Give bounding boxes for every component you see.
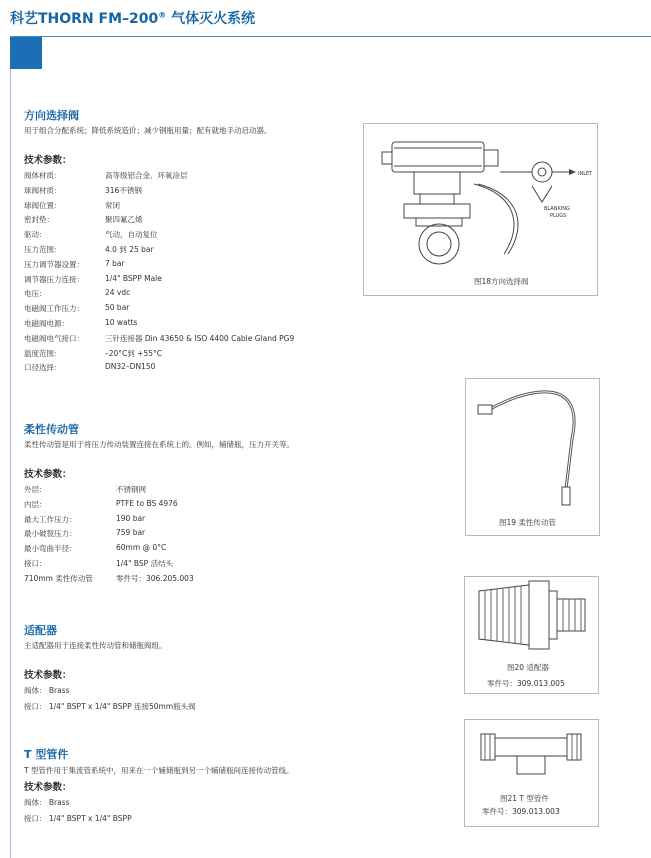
spec-row-valve-value: 7 bar bbox=[105, 258, 125, 268]
spec-row-valve-label: 压力调节器设置： bbox=[24, 259, 84, 269]
spec-row-valve-value: –20°C到 +55°C bbox=[105, 348, 162, 358]
spec-row-hose-label: 最大工作压力： bbox=[24, 514, 77, 524]
inlet-label: INLET bbox=[578, 171, 593, 177]
figure-caption-adapter: 图20 适配器 bbox=[507, 663, 549, 672]
spec-row-valve-value: 4.0 到 25 bar bbox=[105, 245, 154, 254]
spec-row-hose-label: 最小弯曲半径： bbox=[24, 544, 77, 554]
spec-row-hose-value: PTFE to BS 4976 bbox=[116, 498, 178, 508]
section-desc-adapter: 主适配器用于连接柔性传动管和储瓶阀组。 bbox=[24, 641, 167, 650]
spec-row-valve-label: 电磁阀工作压力： bbox=[24, 304, 84, 314]
spec-row-hose-label: 710mm 柔性传动管 bbox=[24, 573, 93, 583]
hose-drawing bbox=[466, 379, 599, 514]
tee-drawing bbox=[465, 720, 598, 786]
left-rule bbox=[10, 37, 11, 858]
page-title: 科艺THORN FM–200® 气体灭火系统 bbox=[10, 10, 256, 27]
section-desc-valve: 用于组合分配系统；降低系统造价；减少钢瓶用量；配有就地手动启动器。 bbox=[24, 126, 272, 135]
spec-row-adapter-body: 阀体： Brass bbox=[24, 686, 70, 695]
section-title-adapter: 适配器 bbox=[24, 624, 57, 637]
spec-row-hose-label: 内层： bbox=[24, 499, 47, 509]
spec-row-valve-value: 316不锈钢 bbox=[105, 185, 142, 195]
spec-row-valve-value: 气动，自动复位 bbox=[105, 230, 158, 240]
plugs-label: PLUGS bbox=[550, 213, 567, 219]
spec-row-valve-label: 密封垫： bbox=[24, 215, 54, 225]
spec-row-valve-label: 驱动： bbox=[24, 230, 47, 240]
spec-heading-valve: 技术参数： bbox=[24, 155, 72, 166]
spec-row-valve-value: 高等级铝合金、环氧涂层 bbox=[105, 171, 188, 180]
spec-row-valve-label: 口径选择： bbox=[24, 363, 62, 373]
spec-row-tee-body: 阀体： Brass bbox=[24, 798, 70, 807]
blanking-label: BLANKING bbox=[544, 206, 570, 212]
figure-caption-valve: 图18方向选择阀 bbox=[474, 277, 529, 286]
valve-drawing bbox=[364, 124, 597, 274]
figure-frame-adapter bbox=[464, 576, 599, 694]
spec-row-valve-label: 电磁阀电气接口： bbox=[24, 333, 84, 343]
spec-row-valve-label: 球阀位置： bbox=[24, 200, 62, 210]
spec-row-hose-value: 1/4" BSP 活结头 bbox=[116, 559, 174, 568]
spec-row-hose-label: 外层： bbox=[24, 485, 47, 494]
spec-row-valve-label: 电磁阀电源： bbox=[24, 319, 69, 328]
section-title-valve: 方向选择阀 bbox=[24, 109, 79, 122]
spec-row-valve-value: 常闭 bbox=[105, 200, 120, 210]
spec-row-valve-value: 10 watts bbox=[105, 318, 138, 327]
header-rule bbox=[10, 36, 651, 37]
adapter-drawing bbox=[465, 577, 598, 657]
spec-row-valve-label: 调节器压力连接： bbox=[24, 274, 84, 284]
spec-row-valve-value: 三针连接器 Din 43650 & ISO 4400 Cable Gland PG9 bbox=[105, 333, 295, 343]
spec-row-valve-label: 球阀材质： bbox=[24, 185, 62, 195]
spec-row-adapter-port: 接口： 1/4" BSPT x 1/4" BSPP 连接50mm瓶头阀 bbox=[24, 702, 196, 711]
spec-heading-hose: 技术参数： bbox=[24, 469, 72, 480]
figure-part-tee: 零件号：309.013.003 bbox=[482, 807, 560, 816]
spec-row-hose-value: 759 bar bbox=[116, 528, 146, 538]
spec-row-valve-value: 1/4" BSPP Male bbox=[105, 273, 162, 283]
figure-caption-hose: 图19 柔性传动管 bbox=[499, 518, 556, 527]
section-title-hose: 柔性传动管 bbox=[24, 423, 79, 436]
spec-row-valve-value: 24 vdc bbox=[105, 288, 131, 298]
figure-part-adapter: 零件号：309.013.005 bbox=[487, 679, 565, 688]
spec-row-hose-value: 零件号：306.205.003 bbox=[116, 573, 194, 583]
spec-row-hose-value: 190 bar bbox=[116, 513, 146, 523]
spec-row-hose-value: 60mm @ 0°C bbox=[116, 543, 167, 553]
figure-frame-hose bbox=[465, 378, 600, 536]
section-desc-hose: 柔性传动管是用于将压力传动装置连接在系统上的。例如，辅储瓶，压力开关等。 bbox=[24, 440, 294, 449]
spec-heading-adapter: 技术参数： bbox=[24, 670, 72, 681]
section-desc-tee: T 型管件用于集流管系统中，用来在一个辅储瓶到另一个辅储瓶间连接传动管线。 bbox=[24, 766, 294, 775]
figure-frame-valve bbox=[363, 123, 598, 296]
spec-row-valve-value: DN32–DN150 bbox=[105, 362, 156, 372]
spec-row-hose-label: 最小破裂压力： bbox=[24, 529, 77, 539]
spec-row-valve-label: 温度范围： bbox=[24, 348, 62, 358]
spec-row-valve-label: 阀体材质： bbox=[24, 171, 62, 180]
spec-row-valve-value: 聚四氟乙烯 bbox=[105, 215, 143, 225]
section-title-tee: T 型管件 bbox=[24, 748, 69, 761]
figure-caption-tee: 图21 T 型管件 bbox=[500, 794, 549, 803]
spec-row-valve-label: 电压： bbox=[24, 289, 47, 299]
spec-heading-tee: 技术参数： bbox=[24, 782, 72, 793]
spec-row-tee-port: 接口： 1/4" BSPT x 1/4" BSPP bbox=[24, 814, 132, 823]
spec-row-hose-value: 不锈钢网 bbox=[116, 485, 146, 494]
spec-row-hose-label: 接口： bbox=[24, 559, 47, 568]
blue-corner-block bbox=[10, 37, 42, 69]
spec-row-valve-value: 50 bar bbox=[105, 303, 130, 313]
spec-row-valve-label: 压力范围： bbox=[24, 245, 62, 254]
